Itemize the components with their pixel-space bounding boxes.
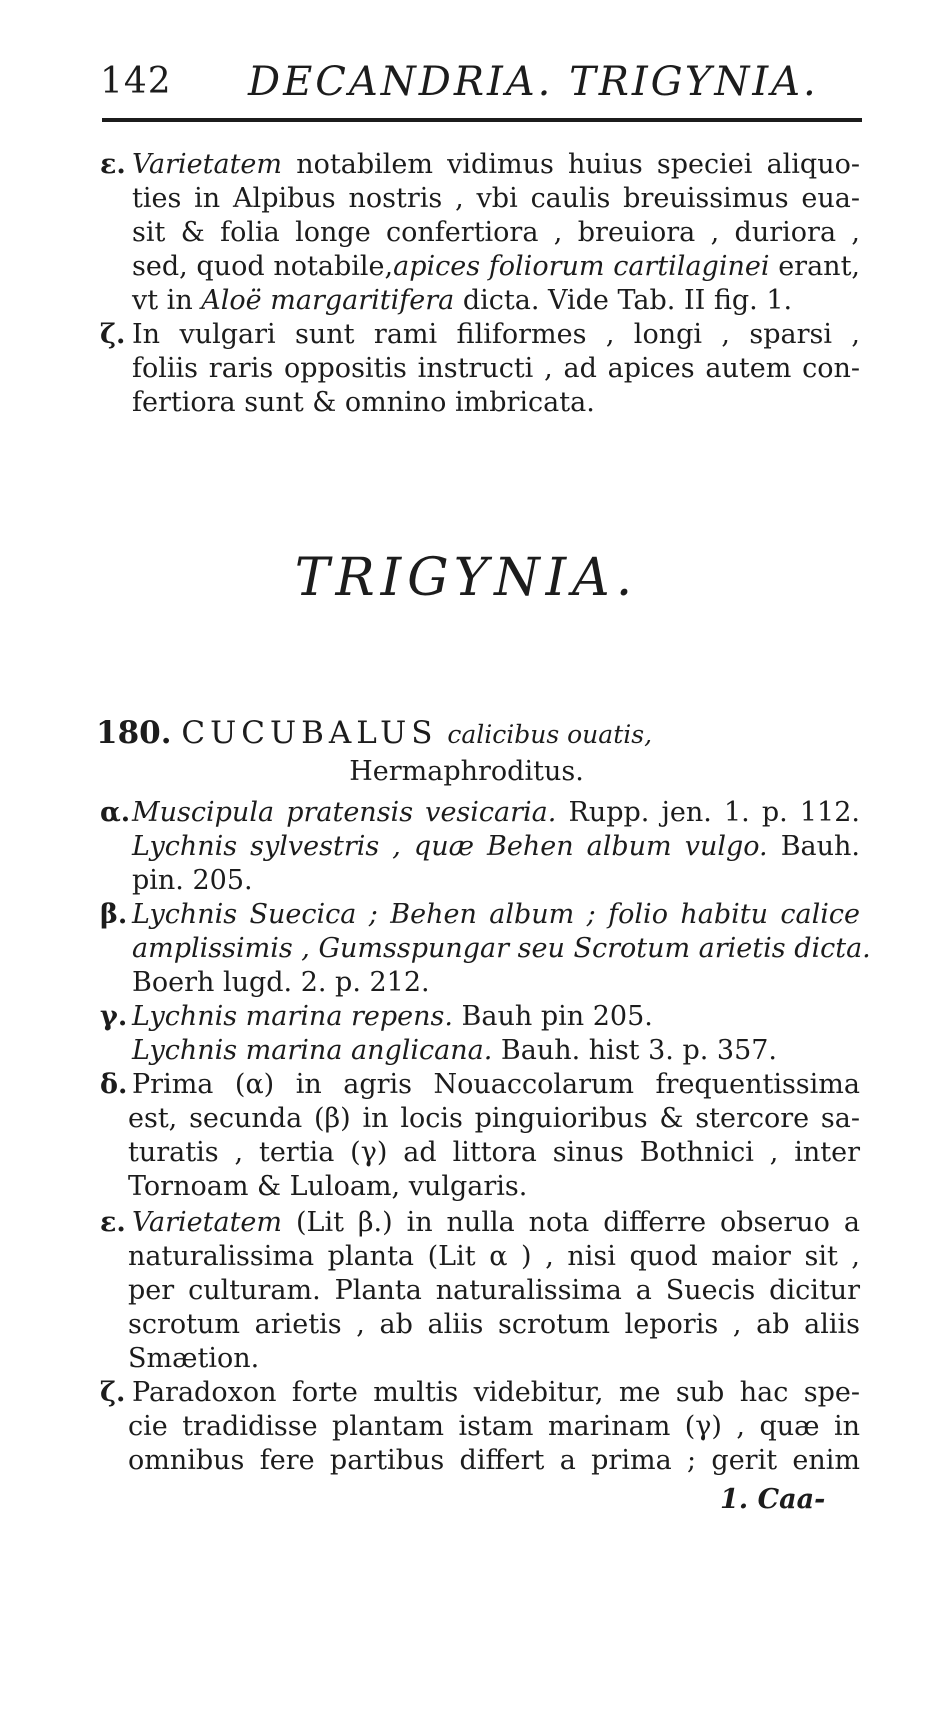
- note-text: naturalissima planta (Lit α ) , nisi quod maior sit ,: [128, 1241, 860, 1272]
- page-number: 142: [100, 61, 172, 102]
- note-text: dicta. Vide Tab. II fig. 1.: [454, 285, 793, 316]
- synonym-ref: Bauh. hist 3. p. 357.: [492, 1035, 778, 1066]
- header-rule: [102, 118, 862, 122]
- note-text: erant,: [769, 251, 861, 282]
- synonym-name: Lychnis marina anglicana.: [132, 1035, 493, 1066]
- note-text: est, secunda (β) in locis pinguioribus & stercore sa-: [128, 1103, 860, 1134]
- entry-subtitle: Hermaphroditus.: [349, 756, 584, 787]
- entry-number: 180.: [96, 715, 172, 751]
- note-text: cie tradidisse plantam istam marinam (γ) , quæ in: [128, 1411, 860, 1442]
- catchword: 1. Caa-: [720, 1484, 826, 1515]
- note-text: foliis raris oppositis instructi , ad apices autem con-: [132, 353, 860, 384]
- synonym-name: Lychnis sylvestris , quæ Behen album vulgo.: [132, 831, 768, 862]
- note-text: per culturam. Planta naturalissima a Suecis dicitur: [128, 1275, 860, 1306]
- variety-marker: α.: [100, 797, 131, 828]
- note-text: Prima (α) in agris Nouaccolarum frequentissima: [132, 1069, 860, 1100]
- page-header: [100, 55, 860, 115]
- note-zeta-top: [100, 318, 860, 420]
- synonym-ref: Bauh pin 205.: [452, 1001, 653, 1032]
- note-marker: ζ.: [100, 319, 126, 350]
- note-text: vt in: [132, 285, 202, 316]
- note-text: Varietatem: [132, 1207, 283, 1238]
- entry-title: [96, 715, 876, 751]
- note-text: Paradoxon forte multis videbitur, me sub hac spe-: [132, 1377, 860, 1408]
- running-title: DECANDRIA. TRIGYNIA.: [248, 59, 819, 105]
- note-text: omnibus fere partibus differt a prima ; gerit enim: [128, 1445, 860, 1476]
- note-epsilon: [100, 1206, 860, 1376]
- note-text: (Lit β.) in nulla nota differre obseruo a: [282, 1207, 860, 1238]
- note-text: ties in Alpibus nostris , vbi caulis breuissimus eua-: [132, 183, 860, 214]
- diagnosis: calicibus ouatis,: [447, 720, 653, 749]
- note-delta: [100, 1068, 860, 1204]
- note-text: fertiora sunt & omnino imbricata.: [132, 387, 595, 418]
- variety-marker: β.: [100, 899, 128, 930]
- note-text: apices foliorum cartilaginei: [393, 251, 770, 282]
- note-marker: ε.: [100, 149, 126, 180]
- note-text: Aloë margaritifera: [201, 285, 455, 316]
- note-zeta: [100, 1376, 860, 1478]
- synonym-name: Lychnis Suecica ; Behen album ; folio habitu calice: [132, 899, 860, 930]
- variety-marker: γ.: [100, 1001, 128, 1032]
- note-text: Tornoam & Luloam, vulgaris.: [128, 1171, 528, 1202]
- note-text: turatis , tertia (γ) ad littora sinus Bothnici , inter: [128, 1137, 860, 1168]
- synonym-ref: pin. 205.: [132, 865, 253, 896]
- synonym-ref: Boerh lugd. 2. p. 212.: [132, 967, 430, 998]
- note-text: In vulgari sunt rami filiformes , longi , sparsi ,: [132, 319, 860, 350]
- synonym-name: Muscipula pratensis vesicaria.: [132, 797, 557, 828]
- synonym-alpha: [100, 796, 860, 898]
- genus-name: CUCUBALUS: [181, 715, 438, 751]
- synonym-name: Lychnis marina repens.: [132, 1001, 453, 1032]
- synonym-ref: Rupp. jen. 1. p. 112.: [556, 797, 860, 828]
- note-marker: δ.: [100, 1069, 128, 1100]
- note-text: sit & folia longe confertiora , breuiora , duriora ,: [132, 217, 860, 248]
- note-epsilon-top: [100, 148, 860, 318]
- synonym-gamma: [100, 1000, 860, 1068]
- note-marker: ζ.: [100, 1377, 126, 1408]
- synonym-beta: [100, 898, 871, 1000]
- note-text: Smætion.: [128, 1343, 260, 1374]
- synonym-ref: Bauh.: [767, 831, 860, 862]
- note-marker: ε.: [100, 1207, 126, 1238]
- note-text: Varietatem: [132, 149, 283, 180]
- synonym-name: amplissimis , Gumsspungar seu Scrotum arietis dicta.: [132, 933, 871, 964]
- note-text: notabilem vidimus huius speciei aliquo-: [282, 149, 860, 180]
- note-text: sed, quod notabile,: [132, 251, 394, 282]
- note-text: scrotum arietis , ab aliis scrotum leporis , ab aliis: [128, 1309, 860, 1340]
- section-heading: TRIGYNIA.: [294, 548, 639, 608]
